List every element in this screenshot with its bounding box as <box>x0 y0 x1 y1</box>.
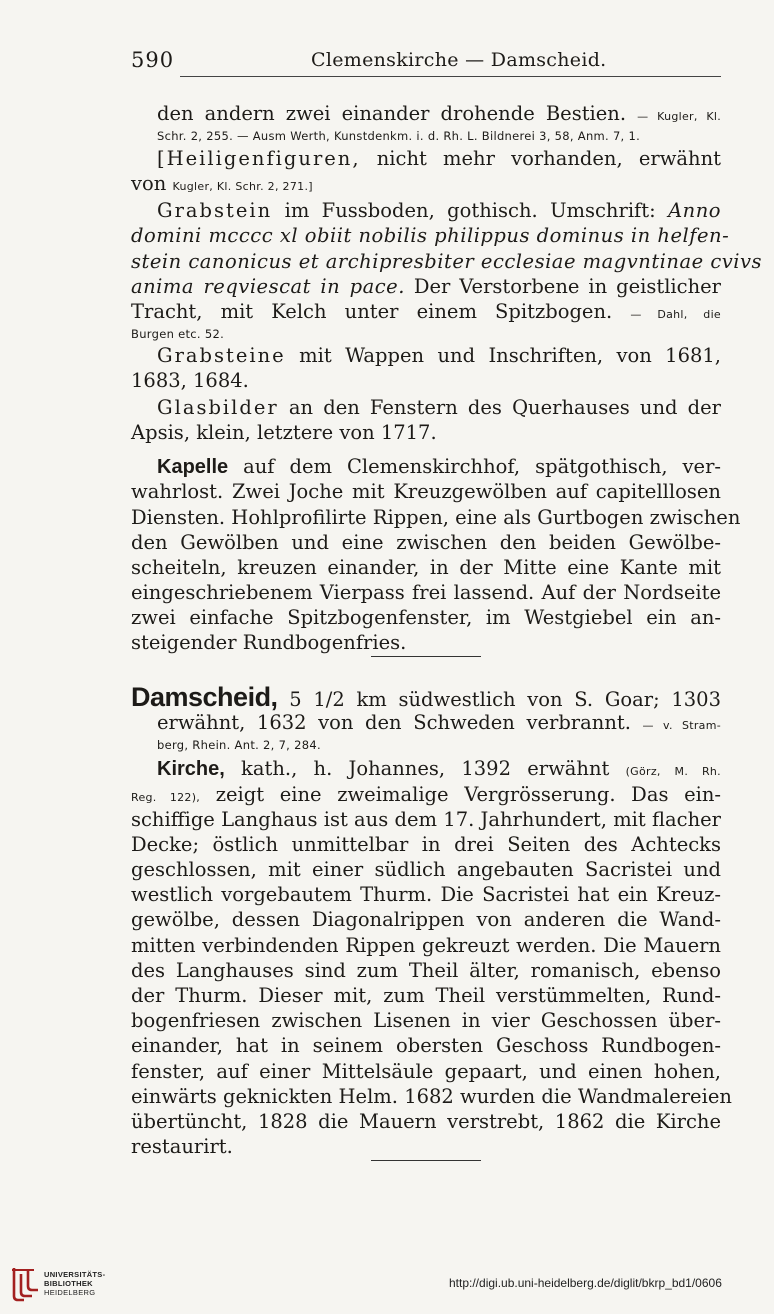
text-line: Glasbilder an den Fenstern des Querhauses und der <box>157 396 721 419</box>
text-line: schiffige Langhaus ist aus dem 17. Jahrhundert, mit flacher <box>131 808 721 831</box>
text-line: [Heiligenfiguren, nicht mehr vorhanden, erwähnt <box>157 147 721 170</box>
text-line: 1683, 1684. <box>131 369 249 392</box>
reference-line: berg, Rhein. Ant. 2, 7, 284. <box>157 738 321 752</box>
place-heading: Damscheid, <box>131 682 278 712</box>
text-line: Diensten. Hohlprofilirte Rippen, eine als Gurtbogen zwischen <box>131 506 741 529</box>
text-line: Apsis, klein, letztere von 1717. <box>131 421 437 444</box>
library-name: UNIVERSITÄTS- BIBLIOTHEK HEIDELBERG <box>44 1270 106 1297</box>
inscription-line: stein canonicus et archipresbiter ecclesiae magvntinae cvivs <box>131 250 763 273</box>
text-line: westlich vorgebautem Thurm. Die Sacristei hat ein Kreuz- <box>131 883 721 906</box>
text-line: fenster, auf einer Mittelsäule gepaart, und einen hohen, <box>131 1060 721 1083</box>
text-line: restaurirt. <box>131 1135 233 1158</box>
section-separator <box>371 1160 481 1161</box>
page-number: 590 <box>131 48 175 72</box>
text-line: steigender Rundbogenfries. <box>131 631 407 654</box>
text-line: Kirche, kath., h. Johannes, 1392 erwähnt (Görz, M. Rh. <box>157 757 721 780</box>
text-line: erwähnt, 1632 von den Schweden verbrannt. — v. Stram- <box>157 711 721 734</box>
text-line: Damscheid, 5 1/2 km südwestlich von S. Goar; 1303 <box>131 682 721 712</box>
source-url: http://digi.ub.uni-heidelberg.de/diglit/bkrp_bd1/0606 <box>449 1276 722 1290</box>
text-line: gewölbe, dessen Diagonalrippen von anderen die Wand- <box>131 908 721 931</box>
text-line: Kapelle auf dem Clemenskirchhof, spätgothisch, ver- <box>157 455 721 478</box>
text-line: Reg. 122), zeigt eine zweimalige Vergrösserung. Das ein- <box>131 783 721 806</box>
text-line: einander, hat in seinem obersten Geschoss Rundbogen- <box>131 1034 721 1057</box>
text-line: einwärts geknickten Helm. 1682 wurden die Wandmalereien <box>131 1085 732 1108</box>
text-line: mitten verbindenden Rippen gekreuzt werden. Die Mauern <box>131 934 721 957</box>
reference-line: Schr. 2, 255. — Ausm Werth, Kunstdenkm. i. d. Rh. L. Bildnerei 3, 58, Anm. 7, 1. <box>157 129 641 143</box>
text-line: Tracht, mit Kelch unter einem Spitzbogen. — Dahl, die <box>131 300 721 323</box>
running-title: Clemenskirche — Damscheid. <box>311 49 607 71</box>
reference-line: Burgen etc. 52. <box>131 327 225 341</box>
text-line: Grabsteine mit Wappen und Inschriften, von 1681, <box>157 344 722 367</box>
text-line: Grabstein im Fussboden, gothisch. Umschrift: Anno <box>157 199 722 222</box>
text-line: eingeschriebenem Vierpass frei lassend. Auf der Nordseite <box>131 581 721 604</box>
text-line: geschlossen, mit einer südlich angebauten Sacristei und <box>131 858 721 881</box>
library-logo-icon <box>8 1266 40 1302</box>
text-line: bogenfriesen zwischen Lisenen in vier Geschossen über- <box>131 1009 721 1032</box>
text-line: zwei einfache Spitzbogenfenster, im Westgiebel ein an- <box>131 606 721 629</box>
text-line: wahrlost. Zwei Joche mit Kreuzgewölben auf capitelllosen <box>131 480 721 503</box>
text-line: der Thurm. Dieser mit, zum Theil verstümmelten, Rund- <box>131 984 721 1007</box>
page-header <box>131 46 721 76</box>
text-line: anima reqviescat in pace. Der Verstorbene in geistlicher <box>131 275 722 298</box>
text-line: Decke; östlich unmittelbar in drei Seiten des Achtecks <box>131 833 721 856</box>
header-rule <box>180 76 721 77</box>
inscription-line: domini mcccc xl obiit nobilis philippus dominus in helfen- <box>131 224 730 247</box>
text-line: des Langhauses sind zum Theil älter, romanisch, ebenso <box>131 959 721 982</box>
text-line: den Gewölben und eine zwischen den beiden Gewölbe- <box>131 531 721 554</box>
section-separator <box>371 656 481 657</box>
text-line: scheiteln, kreuzen einander, in der Mitte eine Kante mit <box>131 556 721 579</box>
text-line: übertüncht, 1828 die Mauern verstrebt, 1862 die Kirche <box>131 1110 721 1133</box>
text-line: den andern zwei einander drohende Bestien. — Kugler, Kl. <box>157 102 722 125</box>
text-line: von Kugler, Kl. Schr. 2, 271.] <box>131 172 313 195</box>
